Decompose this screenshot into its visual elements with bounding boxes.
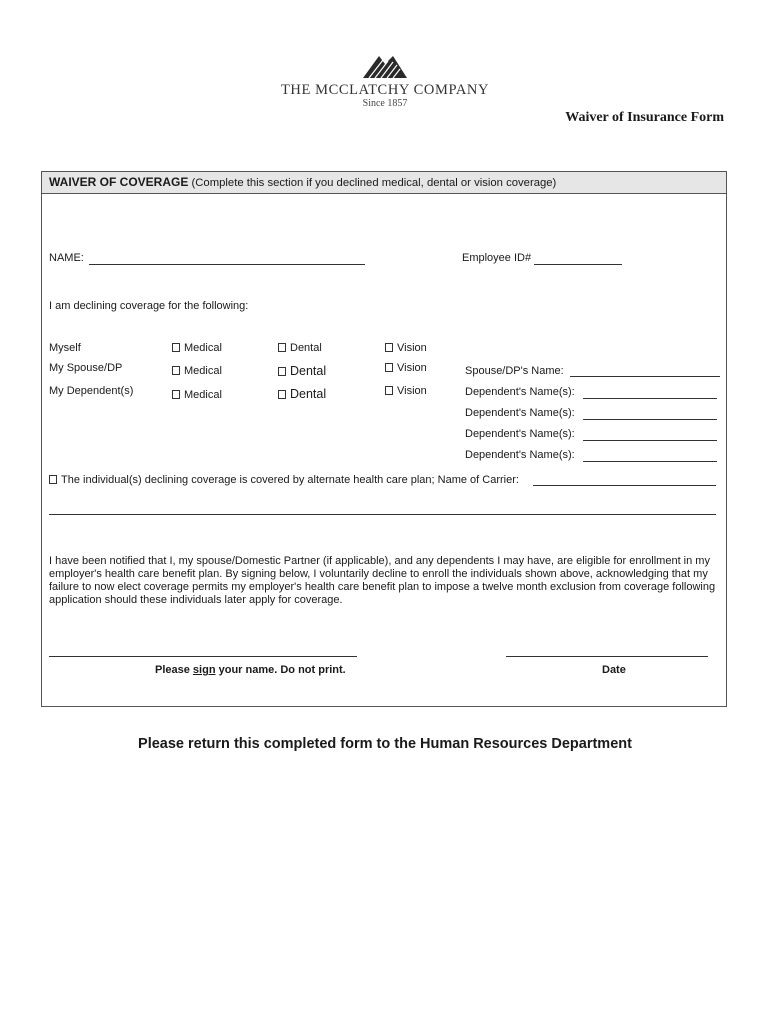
section-header-note: (Complete this section if you declined medical, dental or vision coverage) [191,177,557,189]
checkbox-icon [278,367,286,376]
spouse-name-field[interactable] [570,376,720,377]
signature-field[interactable] [49,656,357,657]
section-header-title: WAIVER OF COVERAGE [49,175,189,189]
spouse-medical-option[interactable] [172,365,222,377]
declining-intro: I am declining coverage for the following: [49,300,249,312]
alternate-plan-option[interactable] [49,474,519,486]
company-name: THE MCCLATCHY COMPANY [280,82,490,98]
dependent-medical-option[interactable] [172,389,222,401]
section-header [42,172,726,194]
mountain-logo-icon [355,52,415,82]
row-dependent-label: My Dependent(s) [49,385,134,397]
spouse-vision-label: Vision [397,362,427,374]
spouse-medical-label: Medical [184,365,222,377]
myself-vision-label: Vision [397,342,427,354]
date-caption: Date [602,664,626,676]
spouse-dental-label: Dental [290,364,327,378]
myself-medical-option[interactable] [172,342,222,354]
employee-id-field[interactable] [534,264,622,265]
carrier-name-field[interactable] [533,485,716,486]
myself-vision-option[interactable] [385,342,427,354]
carrier-name-field-continued[interactable] [49,514,716,515]
spouse-dental-option[interactable] [278,364,326,378]
name-field[interactable] [89,264,365,265]
checkbox-icon [49,475,57,484]
checkbox-icon [172,343,180,352]
return-instruction: Please return this completed form to the Human Resources Department [138,736,632,752]
dependent-dental-label: Dental [290,387,327,401]
row-spouse-label: My Spouse/DP [49,362,123,374]
name-label: NAME: [49,252,84,264]
checkbox-icon [385,363,393,372]
myself-dental-option[interactable] [278,342,322,354]
dependent-medical-label: Medical [184,389,222,401]
checkbox-icon [172,366,180,375]
dependent-name-field-3[interactable] [583,440,717,441]
dependent-name-label-2: Dependent's Name(s): [465,407,575,419]
myself-dental-label: Dental [290,342,322,354]
waiver-notice: I have been notified that I, my spouse/Domestic Partner (if applicable), and any dependents I may have, are eligible for enrollment in my employer's health care benefit plan. By signing below, I voluntarily decline to enroll the individuals shown above, acknowledging that my failure to now elect coverage permits my employer's health care benefit plan to impose a twelve month exclusion from coverage following application should these individuals later apply for coverage. [49,555,716,606]
alternate-plan-label: The individual(s) declining coverage is covered by alternate health care plan; Name of Carrier: [61,474,519,486]
checkbox-icon [385,343,393,352]
checkbox-icon [385,386,393,395]
employee-id-label: Employee ID# [462,252,532,264]
dependent-name-field-2[interactable] [583,419,717,420]
signature-caption-pre: Please [155,664,193,676]
dependent-name-label-4: Dependent's Name(s): [465,449,575,461]
dependent-dental-option[interactable] [278,387,326,401]
spouse-vision-option[interactable] [385,362,427,374]
checkbox-icon [278,343,286,352]
signature-caption [155,664,346,676]
checkbox-icon [172,390,180,399]
company-since: Since 1857 [362,98,408,109]
dependent-vision-label: Vision [397,385,427,397]
row-myself-label: Myself [49,342,81,354]
form-title: Waiver of Insurance Form [565,110,724,125]
myself-medical-label: Medical [184,342,222,354]
spouse-name-label: Spouse/DP's Name: [465,365,564,377]
dependent-name-field[interactable] [583,398,717,399]
company-logo [0,52,770,110]
signature-caption-sign: sign [192,664,216,676]
dependent-name-field-4[interactable] [583,461,717,462]
dependent-vision-option[interactable] [385,385,427,397]
date-field[interactable] [506,656,708,657]
checkbox-icon [278,390,286,399]
signature-caption-post: your name. Do not print. [215,664,346,676]
waiver-section [41,171,727,707]
dependent-name-label: Dependent's Name(s): [465,386,575,398]
dependent-name-label-3: Dependent's Name(s): [465,428,575,440]
